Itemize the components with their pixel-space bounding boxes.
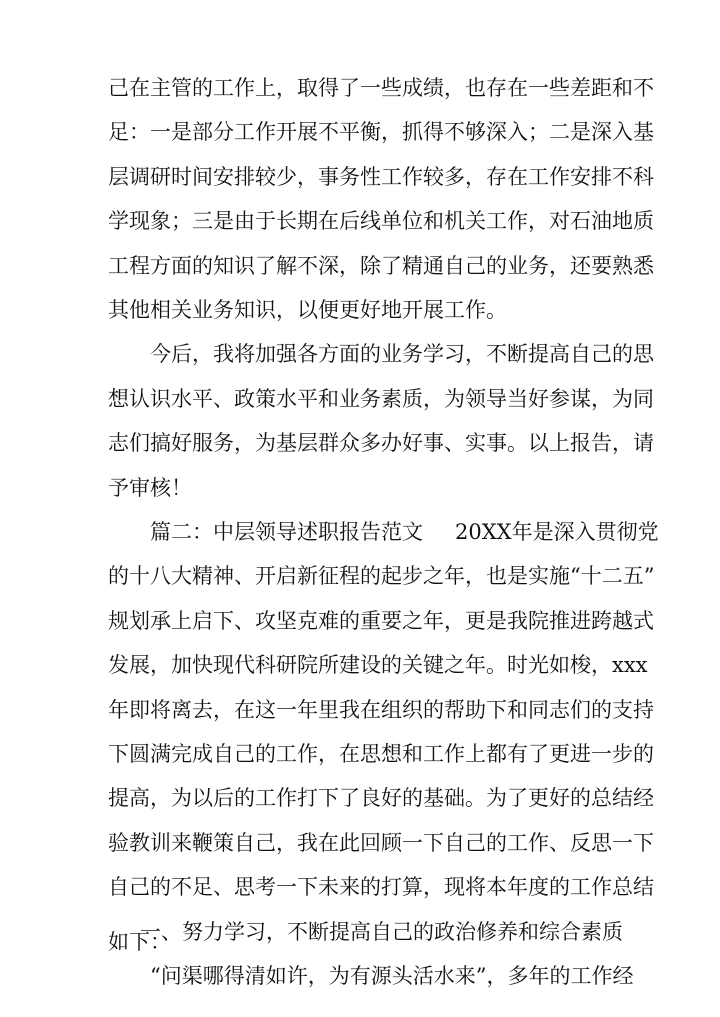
paragraph-line: 今后，我将加强各方面的业务学习，不断提高自己的思 [150,342,654,366]
paragraph-line: 自己的不足、思考一下未来的打算，现将本年度的工作总结 [108,875,654,899]
paragraph-line: “问渠哪得清如许，为有源头活水来”，多年的工作经 [150,964,634,988]
paragraph-line: 学现象；三是由于长期在后线单位和机关工作，对石油地质 [108,209,654,233]
paragraph-line: 年即将离去，在这一年里我在组织的帮助下和同志们的支持 [108,698,654,722]
paragraph-line: 发展，加快现代科研院所建设的关键之年。时光如梭，xxx [108,653,648,677]
paragraph-line: 其他相关业务知识，以便更好地开展工作。 [108,298,507,322]
paragraph-line: 层调研时间安排较少，事务性工作较多，存在工作安排不科 [108,165,654,189]
paragraph-line: 如下： [108,930,171,954]
paragraph-line: 的十八大精神、开启新征程的起步之年，也是实施“十二五” [108,564,655,588]
paragraph-line: 工程方面的知识了解不深，除了精通自己的业务，还要熟悉 [108,254,654,278]
section-title: 篇二：中层领导述职报告范文 [150,520,423,544]
paragraph-line: 志们搞好服务，为基层群众多办好事、实事。以上报告，请 [108,431,654,455]
paragraph-line: 足：一是部分工作开展不平衡，抓得不够深入；二是深入基 [108,120,654,144]
section-heading-line [0,517,720,547]
paragraph-line: 一、努力学习，不断提高自己的政治修养和综合素质 [140,920,623,944]
paragraph-line: 下圆满完成自己的工作，在思想和工作上都有了更进一步的 [108,742,654,766]
paragraph-line: 己在主管的工作上，取得了一些成绩，也存在一些差距和不 [108,76,654,100]
paragraph-line: 验教训来鞭策自己，我在此回顾一下自己的工作、反思一下 [108,831,654,855]
paragraph-line: 规划承上启下、攻坚克难的重要之年，更是我院推进跨越式 [108,609,654,633]
section-lead: 20XX年是深入贯彻党 [455,520,659,544]
paragraph-line: 想认识水平、政策水平和业务素质，为领导当好参谋，为同 [108,387,654,411]
paragraph-line: 予审核！ [108,476,192,500]
paragraph-line: 提高，为以后的工作打下了良好的基础。为了更好的总结经 [108,786,654,810]
